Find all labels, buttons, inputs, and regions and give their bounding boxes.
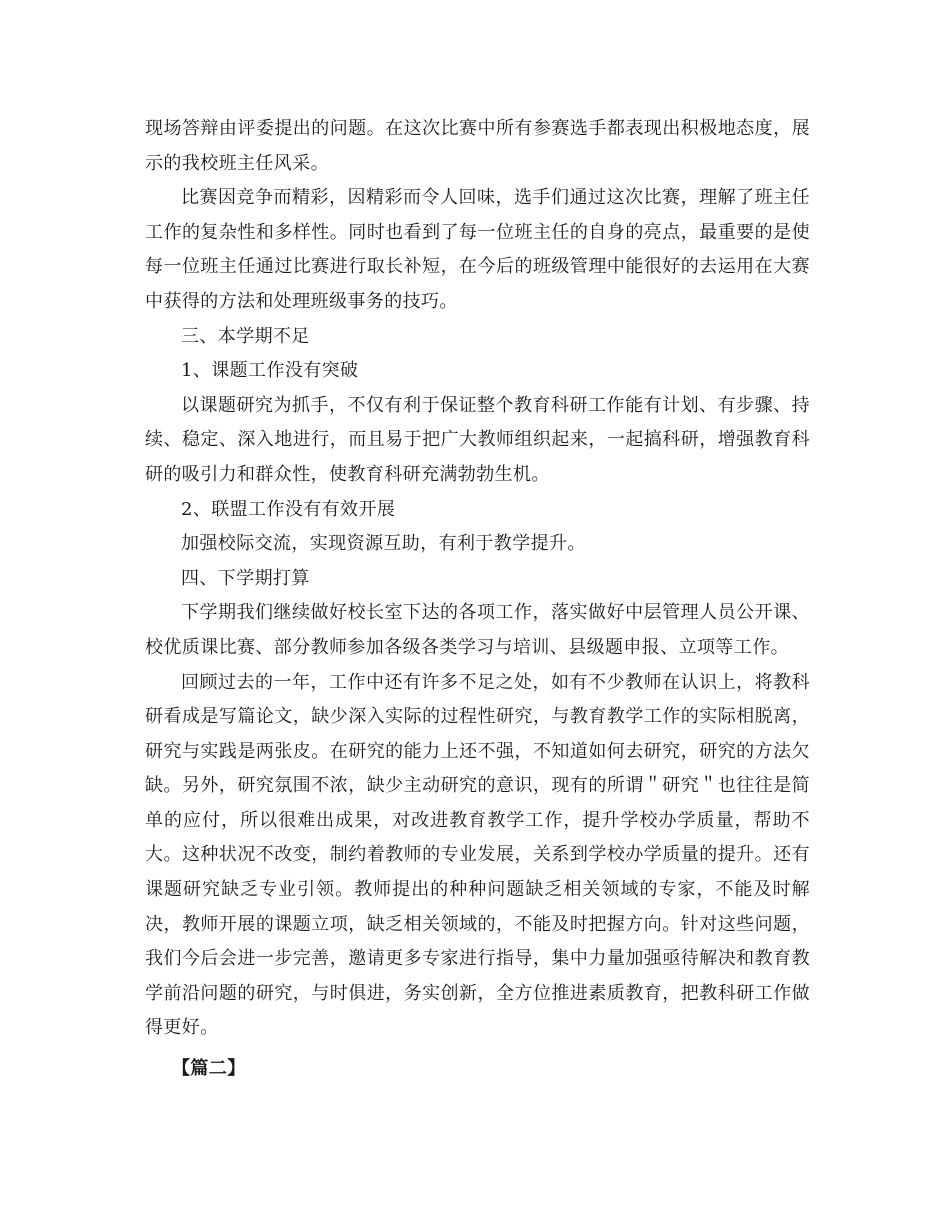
- paragraph-competition: 比赛因竞争而精彩，因精彩而令人回味，选手们通过这次比赛，理解了班主任工作的复杂性和多样性。同时也看到了每一位班主任的自身的亮点，最重要的是使每一位班主任通过比赛进行取长补短，在今后的班级管理中能很好的去运用在大赛中获得的方法和处理班级事务的技巧。: [145, 187, 810, 312]
- heading-semester-shortcomings: 三、本学期不足: [181, 325, 310, 347]
- paragraph-continuation: 现场答辩由评委提出的问题。在这次比赛中所有参赛选手都表现出积极地态度，展示的我校班主任风采。: [145, 118, 810, 174]
- paragraph-research: 以课题研究为抓手，不仅有利于保证整个教育科研工作能有计划、有步骤、持续、稳定、深入地进行，而且易于把广大教师组织起来，一起搞科研，增强教育科研的吸引力和群众性，使教育科研充满勃勃生机。: [145, 394, 810, 485]
- heading-alliance-work: 2、联盟工作没有有效开展: [181, 498, 396, 520]
- document-body: [145, 112, 810, 1087]
- paragraph-exchange: 加强校际交流，实现资源互助，有利于教学提升。: [181, 533, 586, 555]
- section-mark-part-two: 【篇二】: [172, 1058, 246, 1080]
- paragraph-review: 回顾过去的一年，工作中还有许多不足之处，如有不少教师在认识上，将教科研看成是写篇论文，缺少深入实际的过程性研究，与教育教学工作的实际相脱离，研究与实践是两张皮。在研究的能力上还不强，不知道如何去研究，研究的方法欠缺。另外，研究氛围不浓，缺少主动研究的意识，现有的所谓＂研究＂也往往是简单的应付，所以很难出成果，对改进教育教学工作，提升学校办学质量，帮助不大。这种状况不改变，制约着教师的专业发展，关系到学校办学质量的提升。还有课题研究缺乏专业引领。教师提出的种种问题缺乏相关领域的专家，不能及时解决，教师开展的课题立项，缺乏相关领域的，不能及时把握方向。针对这些问题，我们今后会进一步完善，邀请更多专家进行指导，集中力量加强亟待解决和教育教学前沿问题的研究，与时俱进，务实创新，全方位推进素质教育，把教科研工作做得更好。: [145, 671, 810, 1039]
- heading-next-semester-plan: 四、下学期打算: [181, 567, 310, 589]
- paragraph-next-semester: 下学期我们继续做好校长室下达的各项工作，落实做好中层管理人员公开课、校优质课比赛、部分教师参加各级各类学习与培训、县级题申报、立项等工作。: [145, 602, 810, 658]
- heading-research-no-breakthrough: 1、课题工作没有突破: [181, 360, 359, 382]
